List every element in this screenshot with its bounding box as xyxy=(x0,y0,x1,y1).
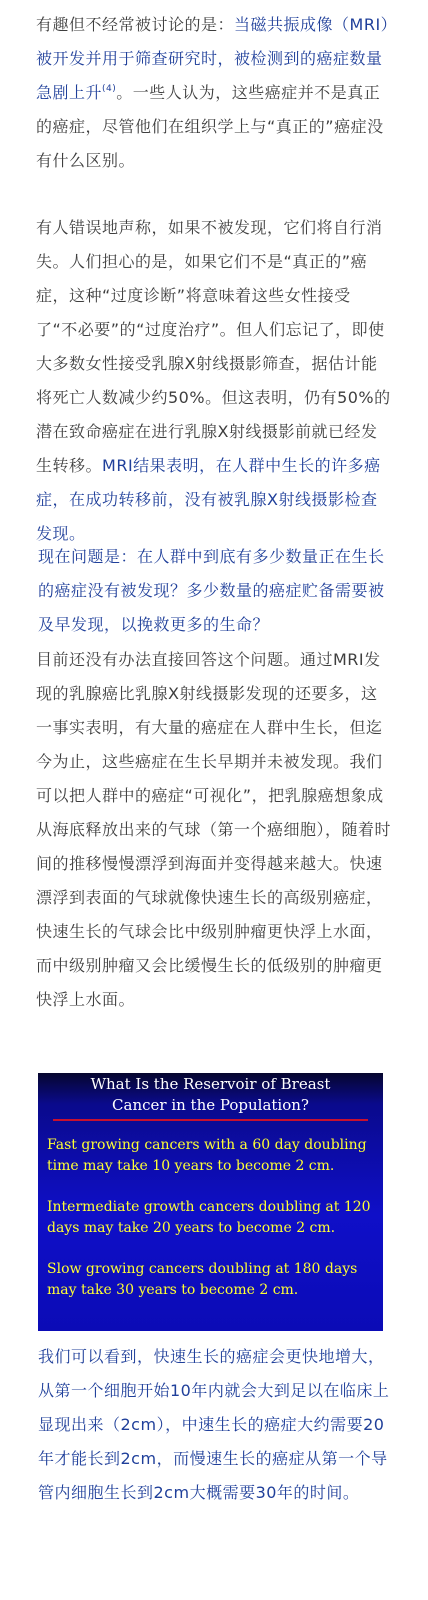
slide-title xyxy=(38,1074,383,1116)
paragraph-text: 有人错误地声称，如果不被发现，它们将自行消失。人们担心的是，如果它们不是“真正的”癌症，这种“过度诊断”将意味着这些女性接受了“不必要”的“过度治疗”。但人们忘记了，即使大多数女性接受乳腺X射线摄影筛查，据估计能将死亡人数减少约50%。但这表明，仍有50%的潜在致命癌症在进行乳腺X射线摄影前就已经发生转移。 xyxy=(36,218,391,475)
paragraph-balloon-analogy: 目前还没有办法直接回答这个问题。通过MRI发现的乳腺癌比乳腺X射线摄影发现的还要多，这一事实表明，有大量的癌症在人群中生长，但迄今为止，这些癌症在生长早期并未被发现。我们可以把人群中的癌症“可视化”，把乳腺癌想象成从海底释放出来的气球（第一个癌细胞），随着时间的推移慢慢漂浮到海面并变得越来越大。快速漂浮到表面的气球就像快速生长的高级别癌症，快速生长的气球会比中级别肿瘤更快浮上水面，而中级别肿瘤又会比缓慢生长的低级别的肿瘤更快浮上水面。 xyxy=(36,650,392,1009)
slide-item-slow: Slow growing cancers doubling at 180 days may take 30 years to become 2 cm. xyxy=(47,1261,358,1298)
paragraph-text: 有趣但不经常被讨论的是： xyxy=(36,15,235,34)
slide-item-fast: Fast growing cancers with a 60 day doubling time may take 10 years to become 2 cm. xyxy=(47,1137,367,1174)
paragraph-question: 现在问题是：在人群中到底有多少数量正在生长的癌症没有被发现？多少数量的癌症贮备需要被及早发现，以挽救更多的生命？ xyxy=(38,547,385,634)
reference-marker[interactable]: (4) xyxy=(102,84,117,94)
paragraph-text: 。一些人认为，这些癌症并不是真正的癌症，尽管他们在组织学上与“真正的”癌症没有什么区别。 xyxy=(36,83,384,170)
paragraph-growth-summary: 我们可以看到，快速生长的癌症会更快地增大，从第一个细胞开始10年内就会大到足以在临床上显现出来（2cm），中速生长的癌症大约需要20年才能长到2cm，而慢速生长的癌症从第一个导管内细胞生长到2cm大概需要30年的时间。 xyxy=(38,1347,390,1502)
slide-item-intermediate: Intermediate growth cancers doubling at 120 days may take 20 years to become 2 cm. xyxy=(47,1199,371,1236)
slide-title-line: Cancer in the Population? xyxy=(112,1096,309,1114)
highlighted-text: 当磁共振成像（MRI）被开发并用于筛查研究时，被检测到的癌症数量急剧上升 xyxy=(36,15,390,102)
paragraph-overdiagnosis xyxy=(36,211,392,551)
slide-divider xyxy=(53,1119,368,1121)
paragraph-mri-screening xyxy=(36,8,392,178)
presentation-slide-image xyxy=(38,1073,383,1331)
slide-title-line: What Is the Reservoir of Breast xyxy=(90,1075,331,1093)
highlighted-text: MRI结果表明，在人群中生长的许多癌症，在成功转移前，没有被乳腺X射线摄影检查发现。 xyxy=(36,456,381,543)
